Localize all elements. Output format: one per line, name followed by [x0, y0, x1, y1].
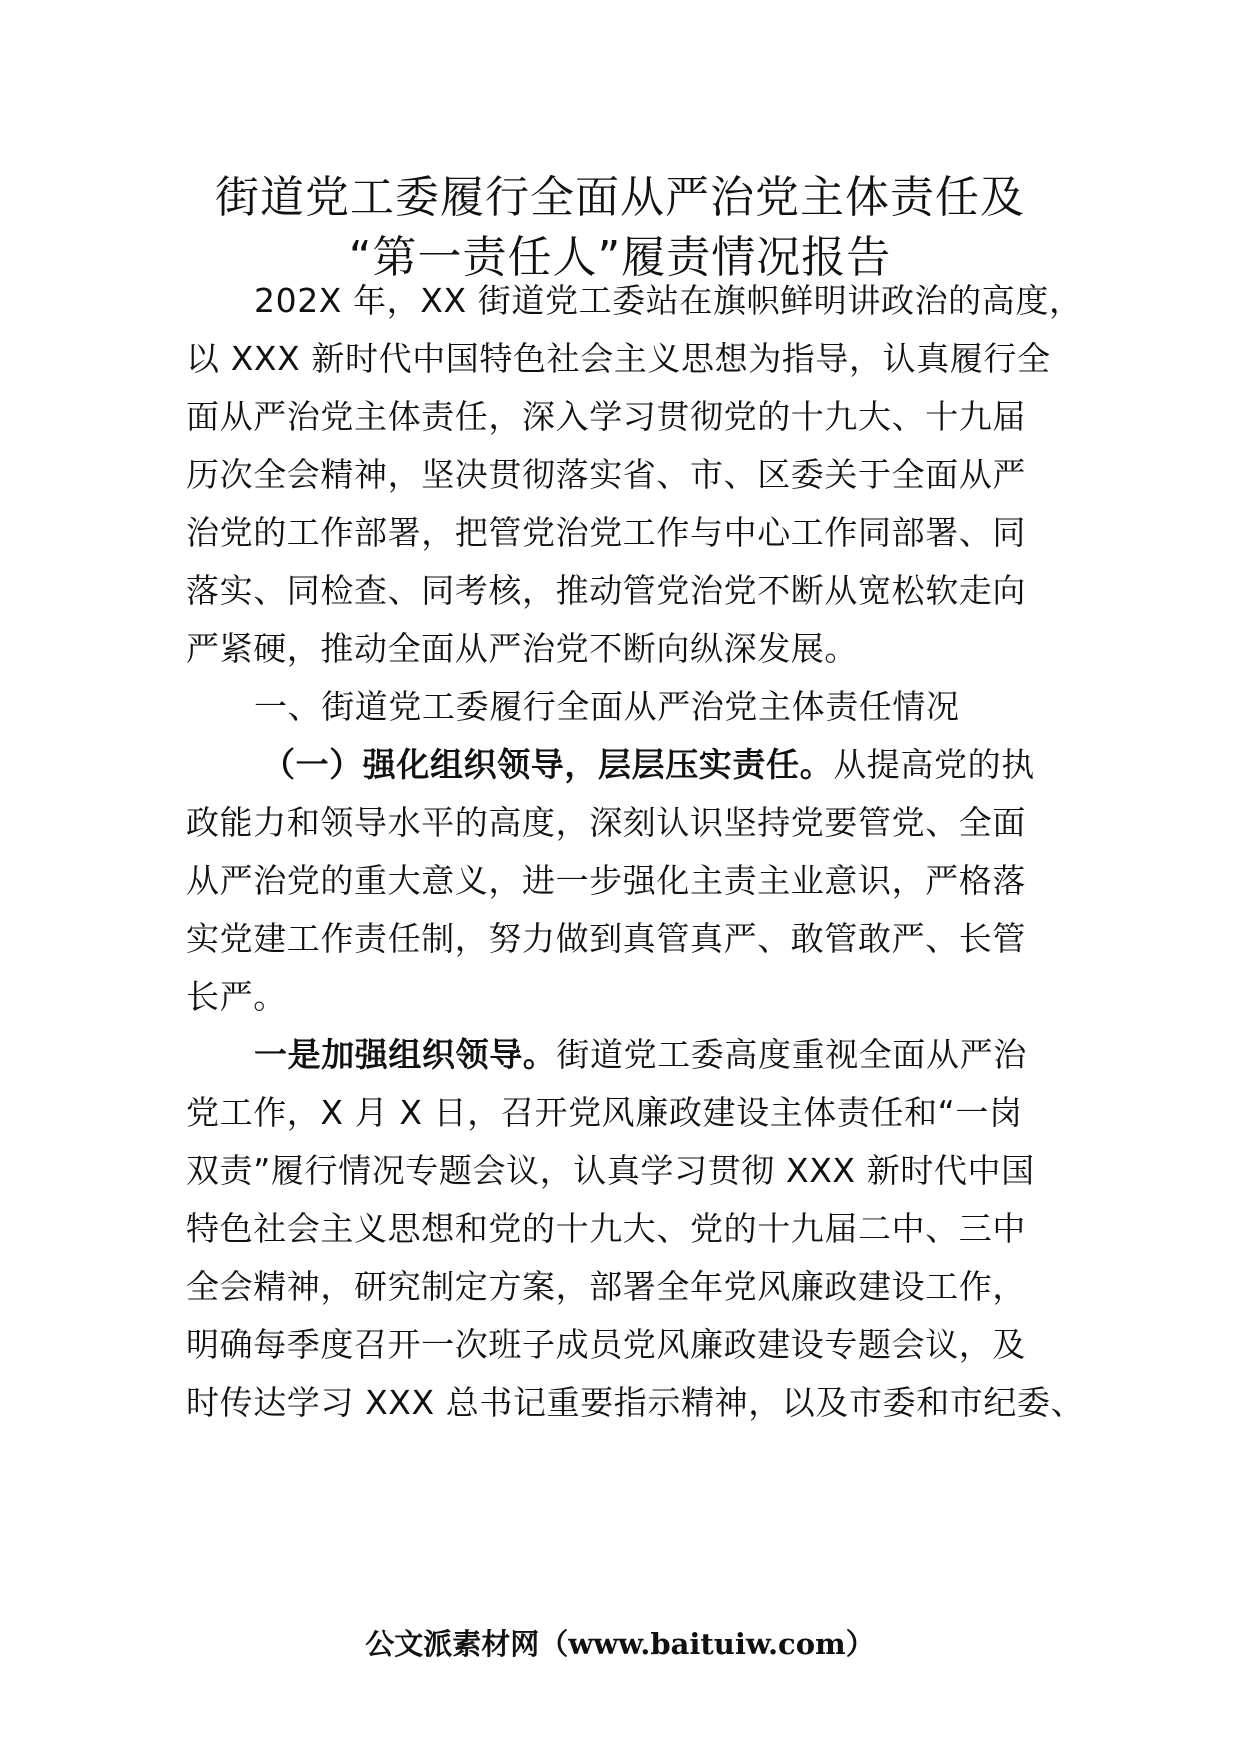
item-1-first-text: 街道党工委高度重视全面从严治 [556, 1035, 1027, 1074]
subsection-1-heading: （一）强化组织领导，层层压实责任。 [262, 745, 834, 784]
intro-line-6: 落实、同检查、同考核，推动管党治党不断从宽松软走向 [186, 571, 1026, 610]
item-1-line-6: 明确每季度召开一次班子成员党风廉政建设专题会议，及 [186, 1325, 1026, 1364]
section-heading-1: 一、街道党工委履行全面从严治党主体责任情况 [254, 687, 960, 726]
document-title-line-2: “第一责任人”履责情况报告 [348, 232, 892, 283]
item-1-first-line [254, 1032, 1074, 1078]
item-1-line-5: 全会精神，研究制定方案，部署全年党风廉政建设工作， [186, 1267, 1026, 1306]
subsection-1-line-5: 长严。 [186, 977, 287, 1016]
subsection-1-line-3: 从严治党的重大意义，进一步强化主责主业意识，严格落 [186, 861, 1026, 900]
document-title-line-1: 街道党工委履行全面从严治党主体责任及 [215, 172, 1025, 223]
intro-line-1: 202X 年，XX 街道党工委站在旗帜鲜明讲政治的高度， [254, 281, 1083, 320]
intro-line-4: 历次全会精神，坚决贯彻落实省、市、区委关于全面从严 [186, 455, 1026, 494]
item-1-line-4: 特色社会主义思想和党的十九大、党的十九届二中、三中 [186, 1209, 1026, 1248]
subsection-1-line-4: 实党建工作责任制，努力做到真管真严、敢管敢严、长管 [186, 919, 1026, 958]
intro-line-7: 严紧硬，推动全面从严治党不断向纵深发展。 [186, 629, 858, 668]
item-1-line-2: 党工作，X 月 X 日，召开党风廉政建设主体责任和“一岗 [186, 1093, 1023, 1132]
subsection-1-first-text: 从提高党的执 [833, 745, 1035, 784]
intro-line-5: 治党的工作部署，把管党治党工作与中心工作同部署、同 [186, 513, 1026, 552]
intro-line-3: 面从严治党主体责任，深入学习贯彻党的十九大、十九届 [186, 397, 1026, 436]
subsection-1-first-line [262, 742, 1142, 788]
subsection-1-line-2: 政能力和领导水平的高度，深刻认识坚持党要管党、全面 [186, 803, 1026, 842]
item-1-heading: 一是加强组织领导。 [254, 1035, 557, 1074]
item-1-line-7: 时传达学习 XXX 总书记重要指示精神，以及市委和市纪委、 [186, 1383, 1085, 1422]
item-1-line-3: 双责”履行情况专题会议，认真学习贯彻 XXX 新时代中国 [186, 1151, 1035, 1190]
intro-line-2: 以 XXX 新时代中国特色社会主义思想为指导，认真履行全 [186, 339, 1051, 378]
footer-watermark: 公文派素材网（www.baituiw.com） [365, 1627, 875, 1661]
